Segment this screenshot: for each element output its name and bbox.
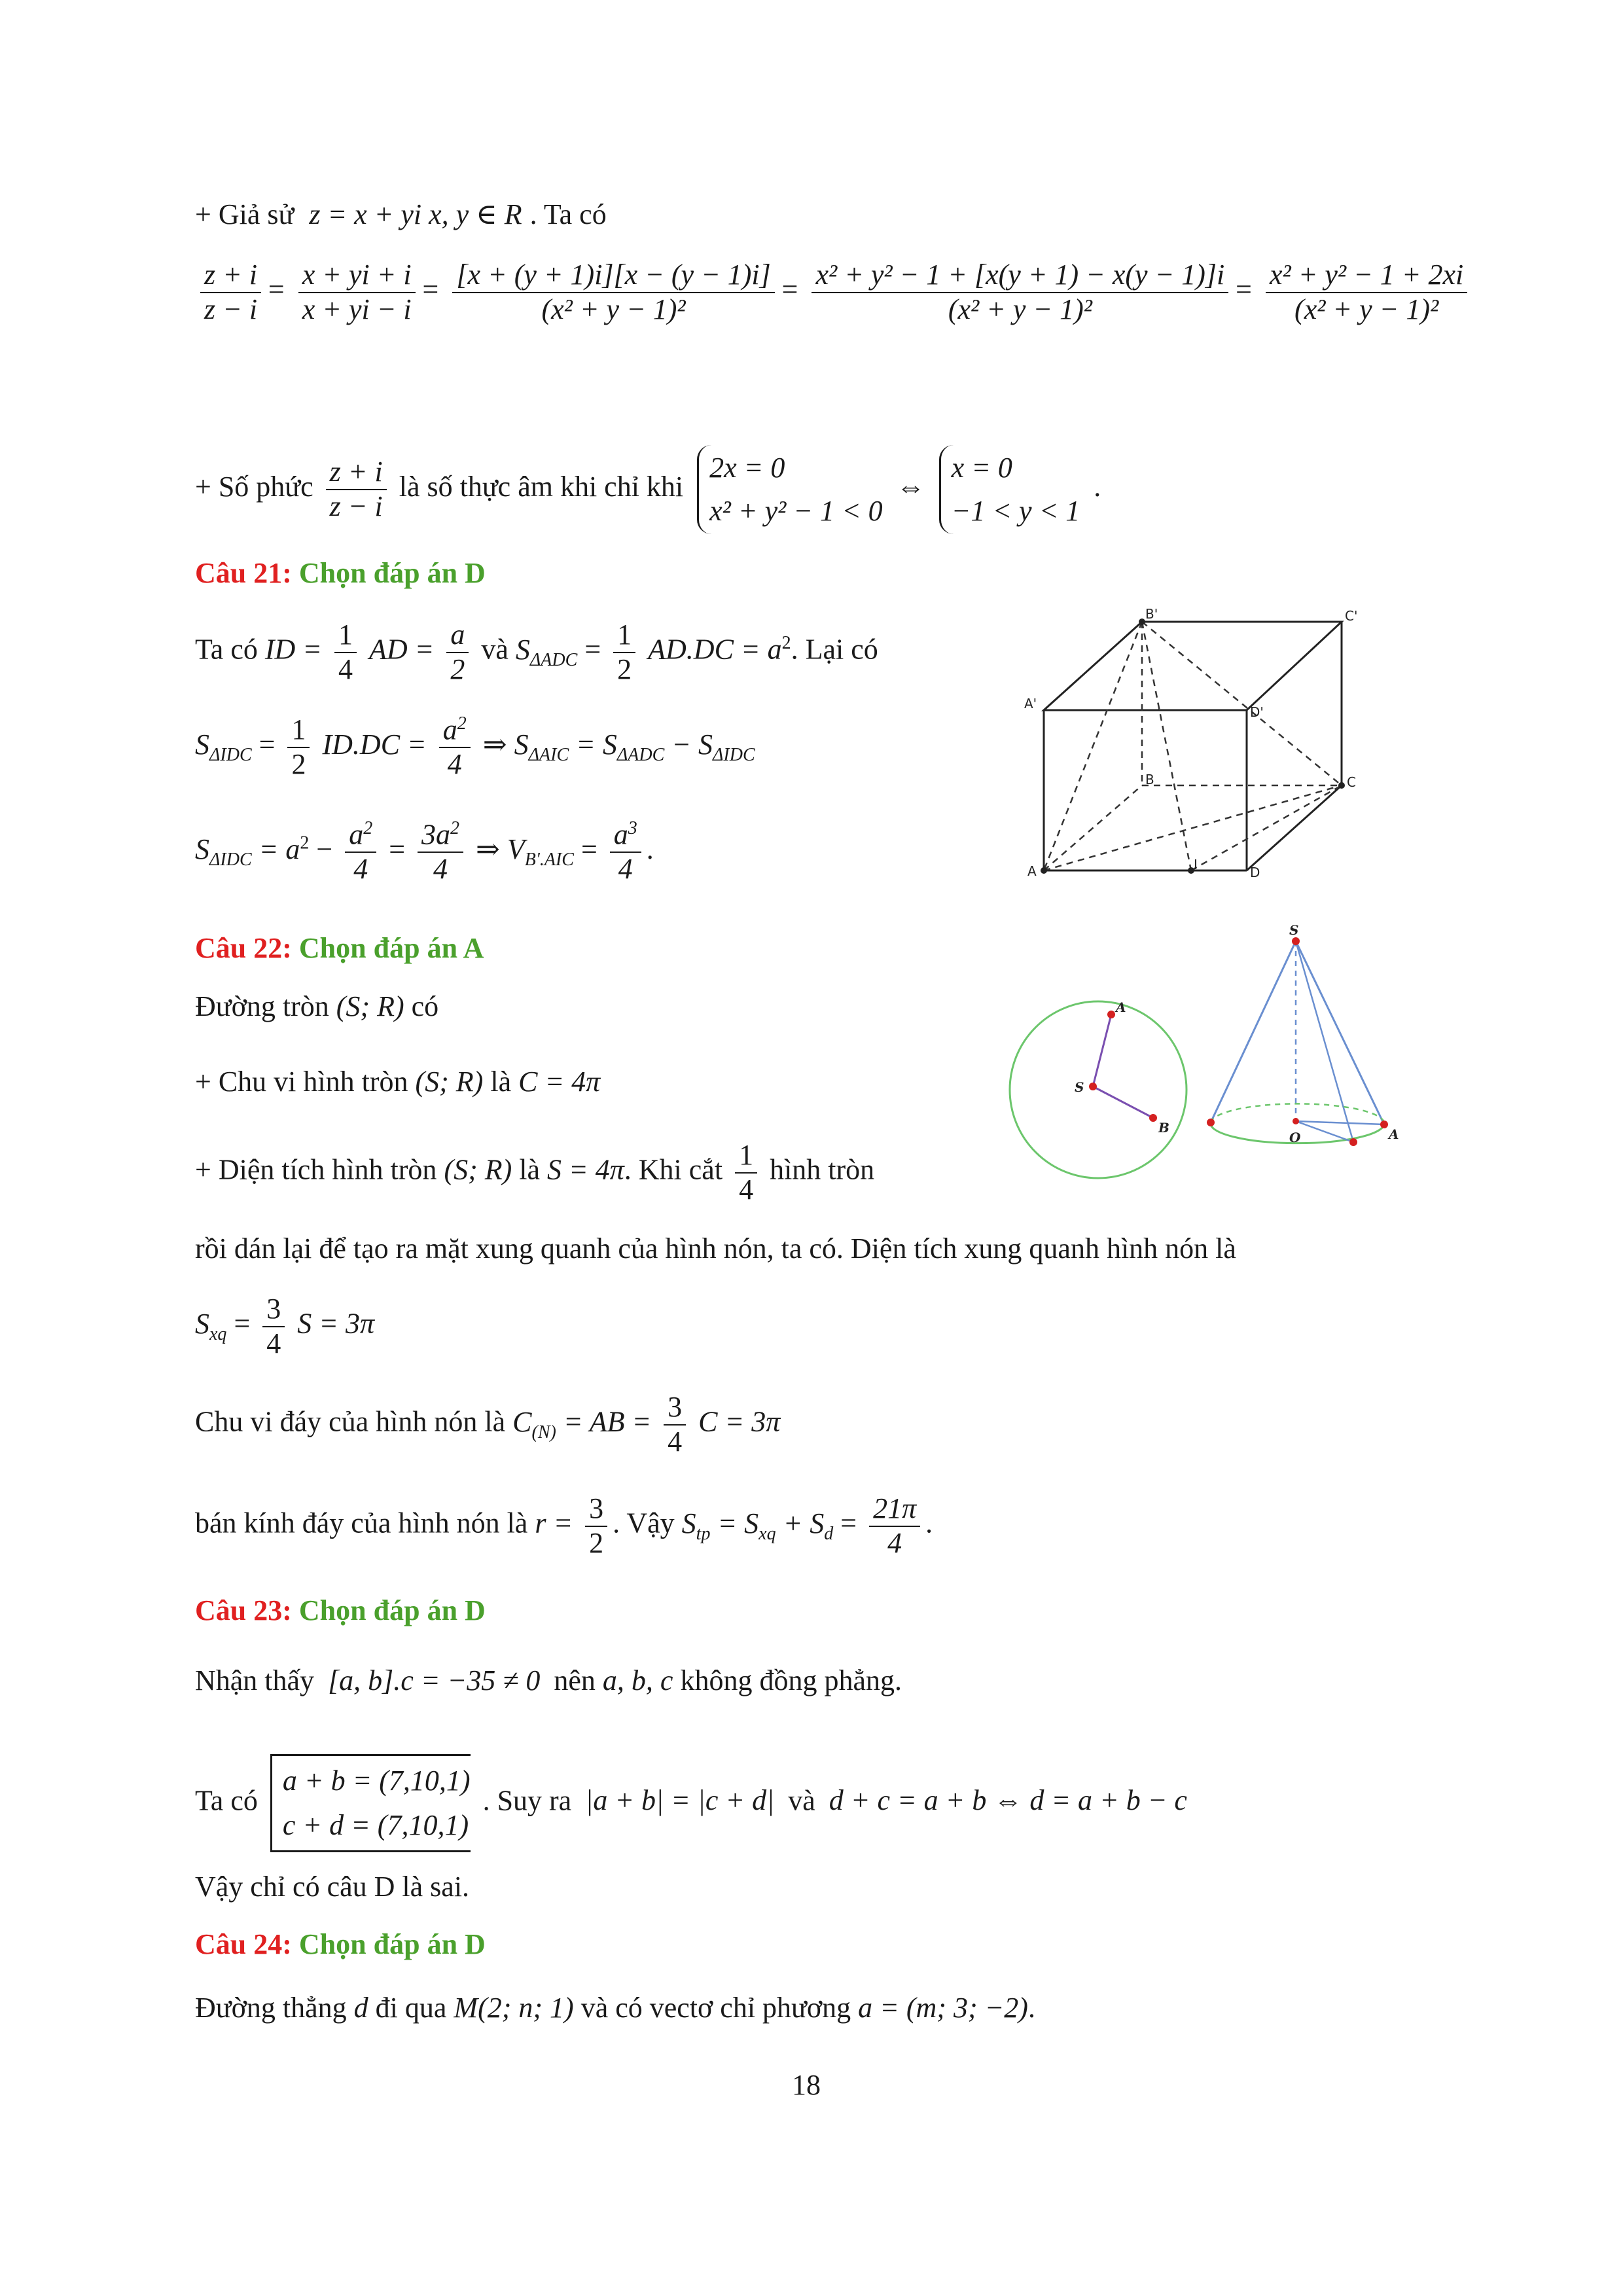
circle-figure bbox=[1001, 988, 1198, 1185]
cone-label-o: O bbox=[1289, 1130, 1301, 1145]
q22-line3: + Diện tích hình tròn (S; R) là S = 4π. Khi cắt $\frac{1}{4}$ hình tròn bbox=[195, 1139, 875, 1206]
frac-4: $\frac{\text{x² + y² − 1 + [x(y + 1) − x(y − 1)]i}}{\text{(x² + y − 1)²}}$ bbox=[812, 259, 1228, 326]
q24-line1: Đường thẳng d đi qua M(2; n; 1) và có vectơ chỉ phương a = (m; 3; −2). bbox=[195, 1992, 1035, 2024]
cube-label-b: B bbox=[1145, 772, 1154, 787]
frac-z: $\frac{z + i}{z - i}$ bbox=[326, 456, 387, 523]
q22-line6: Chu vi đáy của hình nón là $C_{(N)}$ = AB = $\frac{3}{4}$ C = 3π bbox=[195, 1391, 781, 1458]
q22-heading: Câu 22: Chọn đáp án A bbox=[195, 932, 484, 964]
intro-tail: . Ta có bbox=[529, 198, 607, 230]
circle-label-b: B bbox=[1158, 1120, 1169, 1136]
q23-line2: Ta có a + b = (7,10,1) c + d = (7,10,1) . Suy ra |a + b| = |c + d| và d + c = a + b ⇔ d = a + b − c bbox=[195, 1754, 1187, 1852]
cube-top-face bbox=[1044, 622, 1342, 710]
q21-line1: Ta có ID = $\frac{1}{4}$ AD = $\frac{a}{2}$ và $S_{\Delta ADC}$ = $\frac{1}{2}$ $AD.DC = a^2$. Lại có bbox=[195, 619, 878, 685]
cube-label-b1: B' bbox=[1145, 609, 1158, 622]
q23-bracket: a + b = (7,10,1) c + d = (7,10,1) bbox=[270, 1754, 471, 1852]
circle-point-b bbox=[1149, 1114, 1157, 1122]
q21-line2: $S_{\Delta IDC}$ = $\frac{1}{2}$ ID.DC = $\frac{a^2}{4}$ ⇒ $S_{\Delta AIC} = S_{\Delta ADC} - S_{\Delta IDC}$ bbox=[195, 713, 755, 781]
cube-label-c1: C' bbox=[1345, 609, 1358, 624]
cube-label-a1: A' bbox=[1024, 696, 1037, 711]
frac-5: $\frac{\text{x² + y² − 1 + 2xi}}{\text{(x² + y − 1)²}}$ bbox=[1266, 259, 1467, 326]
intro-line bbox=[195, 196, 607, 232]
cube-figure bbox=[1008, 609, 1374, 884]
system-2: x = 0 −1 < y < 1 bbox=[939, 445, 1080, 534]
real-negative-condition: + Số phức $\frac{z + i}{z - i}$ là số thực âm khi chỉ khi 2x = 0 x² + y² − 1 < 0 ⇔ x = 0 −1 < y < 1 . bbox=[195, 445, 1101, 534]
frac-1: $\frac{z + i}{z - i}$ bbox=[200, 259, 261, 326]
cube-label-d: D bbox=[1250, 865, 1260, 880]
cube-label-i: I bbox=[1194, 857, 1198, 872]
fraction-chain: $\frac{z + i}{z - i}$ = $\frac{x + yi + i}{x + yi - i}$ = $\frac{[x + (y + 1)i][x - (y - 1)i]}{\text{(x² + y − 1)²}}$ = $\frac{\text{x² + y² − 1 + [x(y + 1) − x(y − 1)]i}}{\text{(x² + y − 1)²}}$ = $\frac{\text{x² + y² − 1 + 2xi}}{\text{(x² + y − 1)²}}$ bbox=[195, 259, 1472, 326]
cube-label-c: C bbox=[1347, 774, 1356, 790]
circle-label-s: S bbox=[1075, 1079, 1084, 1095]
circle-point-a bbox=[1107, 1011, 1115, 1018]
system-1: 2x = 0 x² + y² − 1 < 0 bbox=[697, 445, 883, 534]
circle-point-s bbox=[1089, 1083, 1097, 1090]
q23-line3: Vậy chỉ có câu D là sai. bbox=[195, 1871, 470, 1903]
q22-line7: bán kính đáy của hình nón là r = $\frac{3}{2}$ . Vậy $S_{tp} = S_{xq} + S_d$ = $\frac{21\pi}{4}$ . bbox=[195, 1492, 933, 1559]
q21-heading: Câu 21: Chọn đáp án D bbox=[195, 557, 486, 589]
q23-line1: Nhận thấy [a, b].c = −35 ≠ 0 nên a, b, c không đồng phẳng. bbox=[195, 1664, 902, 1696]
circle-label-a: A bbox=[1116, 999, 1126, 1015]
intro-expr: z = x + yi x, y ∈ R bbox=[309, 198, 522, 230]
cone-label-a: A bbox=[1389, 1126, 1399, 1142]
q24-heading: Câu 24: Chọn đáp án D bbox=[195, 1928, 486, 1960]
page-number: 18 bbox=[792, 2069, 821, 2101]
cube-label-a: A bbox=[1027, 863, 1037, 879]
cube-label-d1: D' bbox=[1250, 704, 1264, 720]
q23-heading: Câu 23: Chọn đáp án D bbox=[195, 1594, 486, 1626]
q21-line3: $S_{\Delta IDC} = a^2$ − $\frac{a^2}{4}$ = $\frac{3a^2}{4}$ ⇒ $V_{B'.AIC}$ = $\frac{a^3}{4}$ . bbox=[195, 818, 654, 886]
q22-line5: $S_{xq}$ = $\frac{3}{4}$ S = 3π bbox=[195, 1293, 374, 1359]
q22-line4: rồi dán lại để tạo ra mặt xung quanh của hình nón, ta có. Diện tích xung quanh hình nón là bbox=[195, 1232, 1236, 1265]
frac-2: $\frac{x + yi + i}{x + yi - i}$ bbox=[298, 259, 416, 326]
q22-line1: Đường tròn (S; R) có bbox=[195, 990, 439, 1022]
q22-line2: + Chu vi hình tròn (S; R) là C = 4π bbox=[195, 1066, 601, 1098]
cone-label-s: S bbox=[1289, 923, 1299, 938]
cone-figure bbox=[1198, 923, 1407, 1185]
intro-lead: + Giả sử bbox=[195, 198, 294, 230]
frac-3: $\frac{[x + (y + 1)i][x - (y - 1)i]}{\text{(x² + y − 1)²}}$ bbox=[452, 259, 774, 326]
